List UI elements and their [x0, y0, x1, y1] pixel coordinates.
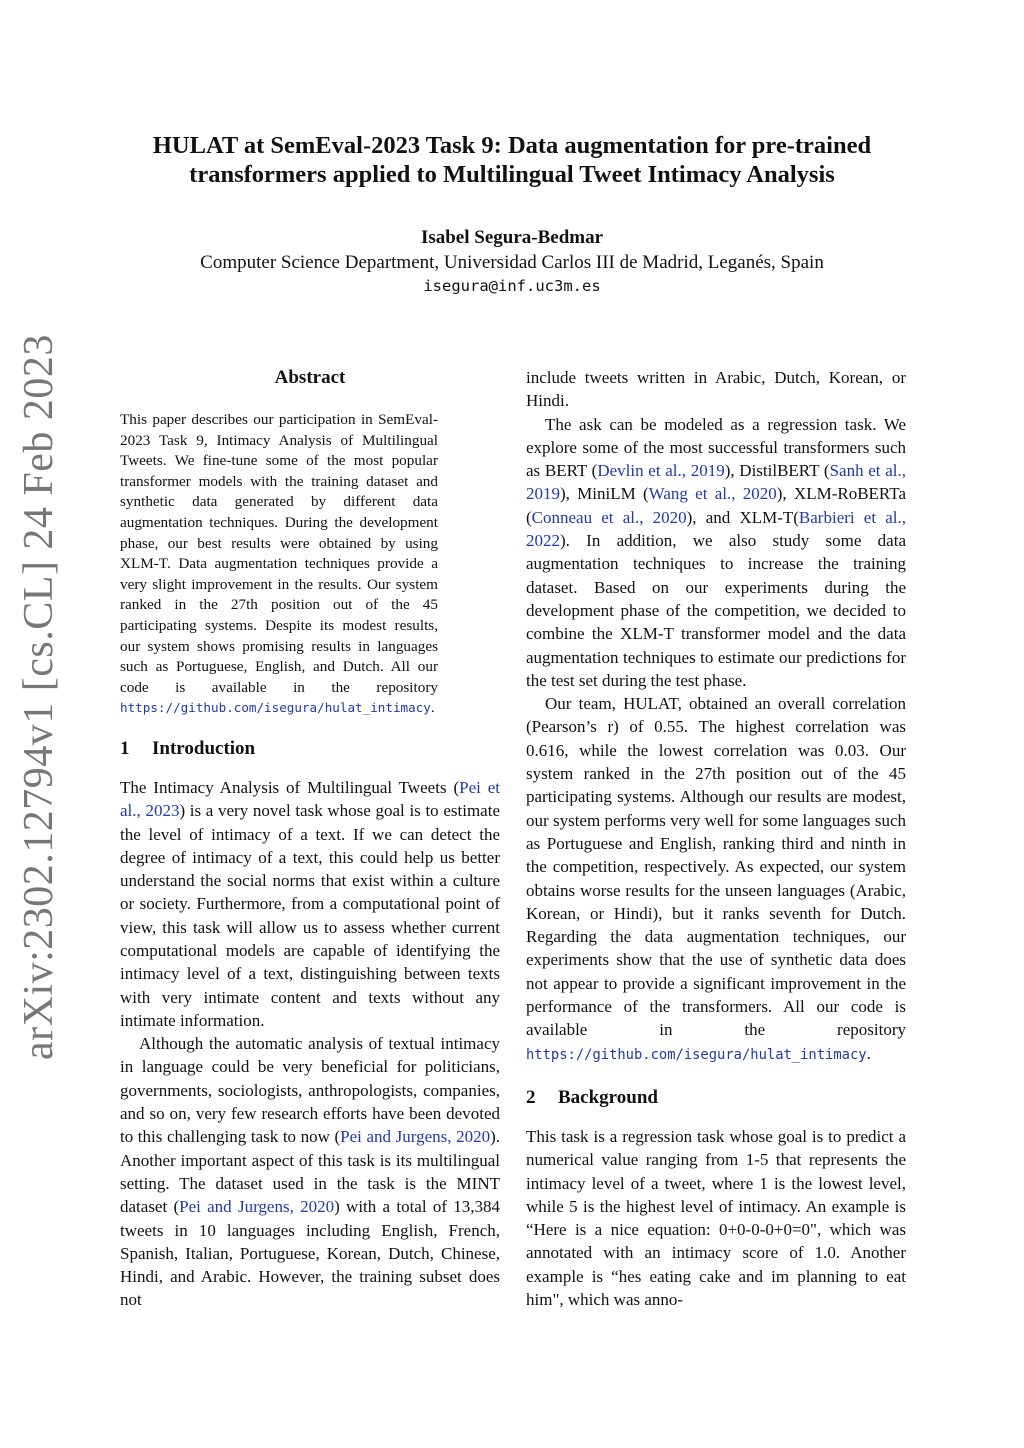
citation-devlin-2019[interactable]: Devlin et al., 2019: [597, 461, 725, 481]
author-email: isegura@inf.uc3m.es: [423, 277, 601, 295]
author-affiliation: Computer Science Department, Universidad Carlos III de Madrid, Leganés, Spain: [200, 252, 824, 273]
abstract-repo-link[interactable]: https://github.com/isegura/hulat_intimacy: [120, 700, 431, 716]
text-run: Although the automatic analysis of textual intimacy in language could be very beneficial for politicians, governments, sociologists, anthropologists, companies, and so on, very few research efforts have been devoted to this challenging task to now (: [120, 1034, 500, 1147]
citation-pei-2023[interactable]: Pei et al., 2023: [120, 777, 500, 821]
section-number: 2: [526, 1086, 536, 1108]
text-run: Our team, HULAT, obtained an overall correlation (Pearson’s r) of 0.55. The highest correlation was 0.616, while the lowest correlation was 0.03. Our system ranked in the 27th position out of the 45 participating systems. Although our results are modest, our system performs very well for some languages such as Portuguese and English, ranking third and ninth in the competition, respectively. As expected, our system obtains worse results for the unseen languages (Arabic, Korean, or Hindi), but it ranks seventh for Dutch. Regarding the data augmentation techniques, our experiments show that the use of synthetic data does not appear to provide a significant improvement in the performance of the transformers. All our code is available in the repository: [526, 694, 906, 1040]
left-column: [120, 366, 500, 1312]
intro-paragraph-4: [526, 692, 906, 1067]
abstract-heading: Abstract: [274, 367, 346, 388]
citation-wang-2020[interactable]: Wang et al., 2020: [648, 484, 777, 504]
section-number: 1: [120, 737, 130, 759]
text-run: ), and XLM-T(: [686, 507, 799, 527]
intro-paragraph-3: [526, 413, 906, 693]
text-run: ), MiniLM (: [560, 484, 649, 504]
text-run: The ask can be modeled as a regression task. We explore some of the most successful transformers such as BERT (: [526, 414, 906, 481]
abstract-end: .: [430, 699, 435, 717]
title-line-1: HULAT at SemEval-2023 Task 9: Data augmentation for pre-trained: [152, 132, 872, 159]
intro-paragraph-2-continued: include tweets written in Arabic, Dutch, Korean, or Hindi.: [526, 368, 906, 411]
citation-conneau-2020[interactable]: Conneau et al., 2020: [531, 507, 687, 527]
arxiv-identifier: arXiv:2302.12794v1 [cs.CL] 24 Feb 2023: [16, 334, 62, 1060]
text-run: ). In addition, we also study some data augmentation techniques to increase the training dataset. Based on our experiments during the development phase of the competition, we decided to combine the XLM-T transformer model and the data augmentation techniques to estimate our predictions for the test set during the test phase.: [526, 531, 906, 690]
text-run: The Intimacy Analysis of Multilingual Tweets (: [120, 777, 460, 797]
repo-link[interactable]: https://github.com/isegura/hulat_intimacy: [526, 1046, 867, 1063]
text-run: ) with a total of 13,384 tweets in 10 languages including English, French, Spanish, Italian, Portuguese, Korean, Dutch, Chinese, Hindi, and Arabic. However, the training subset does not: [120, 1197, 501, 1310]
section-heading-introduction: [120, 737, 500, 761]
text-run: ), XLM-RoBERTa (: [526, 484, 906, 527]
text-run: .: [866, 1043, 871, 1063]
section-heading-background: [526, 1086, 906, 1110]
author-name: Isabel Segura-Bedmar: [420, 227, 604, 248]
paper-title: [120, 131, 904, 189]
title-line-2: transformers applied to Multilingual Tweet Intimacy Analysis: [189, 161, 835, 188]
background-paragraph-1: This task is a regression task whose goal is to predict a numerical value ranging from 1-5 that represents the intimacy level of a tweet, where 1 is the lowest level, while 5 is the highest level of intimacy. An example is “Here is a nice equation: 0+0-0-0+0=0", which was annotated with an intimacy score of 1.0. Another example is “hes eating cake and im planning to eat him", which was anno-: [526, 1126, 906, 1309]
right-column: [526, 366, 906, 1311]
text-run: ), DistilBERT (: [724, 461, 830, 481]
text-run: ). Another important aspect of this task is its multilingual setting. The dataset used in the task is the MINT dataset (: [120, 1127, 501, 1217]
abstract-text: [120, 410, 438, 719]
intro-paragraph-1: [120, 776, 500, 1032]
text-run: ) is a very novel task whose goal is to estimate the level of intimacy of a text. If we can detect the degree of intimacy of a text, this could help us better understand the social norms that exist within a culture or society. Furthermore, from a computational point of view, this task will allow us to assess whether current computational models are capable of identifying the intimacy level of a text, distinguishing between texts with very intimate content and texts without any intimate information.: [120, 801, 500, 1030]
abstract-body-text: This paper describes our participation in SemEval-2023 Task 9, Intimacy Analysis of Multilingual Tweets. We fine-tune some of the most popular transformer models with the training dataset and synthetic data generated by different data augmentation techniques. During the development phase, our best results were obtained by using XLM-T. Data augmentation techniques provide a very slight improvement in the results. Our system ranked in the 27th position out of the 45 participating systems. Despite its modest results, our system shows promising results in languages such as Portuguese, English, and Dutch. All our code is available in the repository: [120, 411, 438, 696]
section-title: Introduction: [152, 737, 256, 759]
citation-barbieri-2022[interactable]: Barbieri et al., 2022: [526, 507, 906, 551]
citation-sanh-2019[interactable]: Sanh et al., 2019: [526, 461, 906, 504]
citation-pei-jurgens-2020[interactable]: Pei and Jurgens, 2020: [340, 1127, 491, 1147]
citation-pei-jurgens-2020[interactable]: Pei and Jurgens, 2020: [179, 1197, 335, 1217]
intro-paragraph-2: [120, 1032, 500, 1312]
section-title: Background: [558, 1086, 658, 1108]
